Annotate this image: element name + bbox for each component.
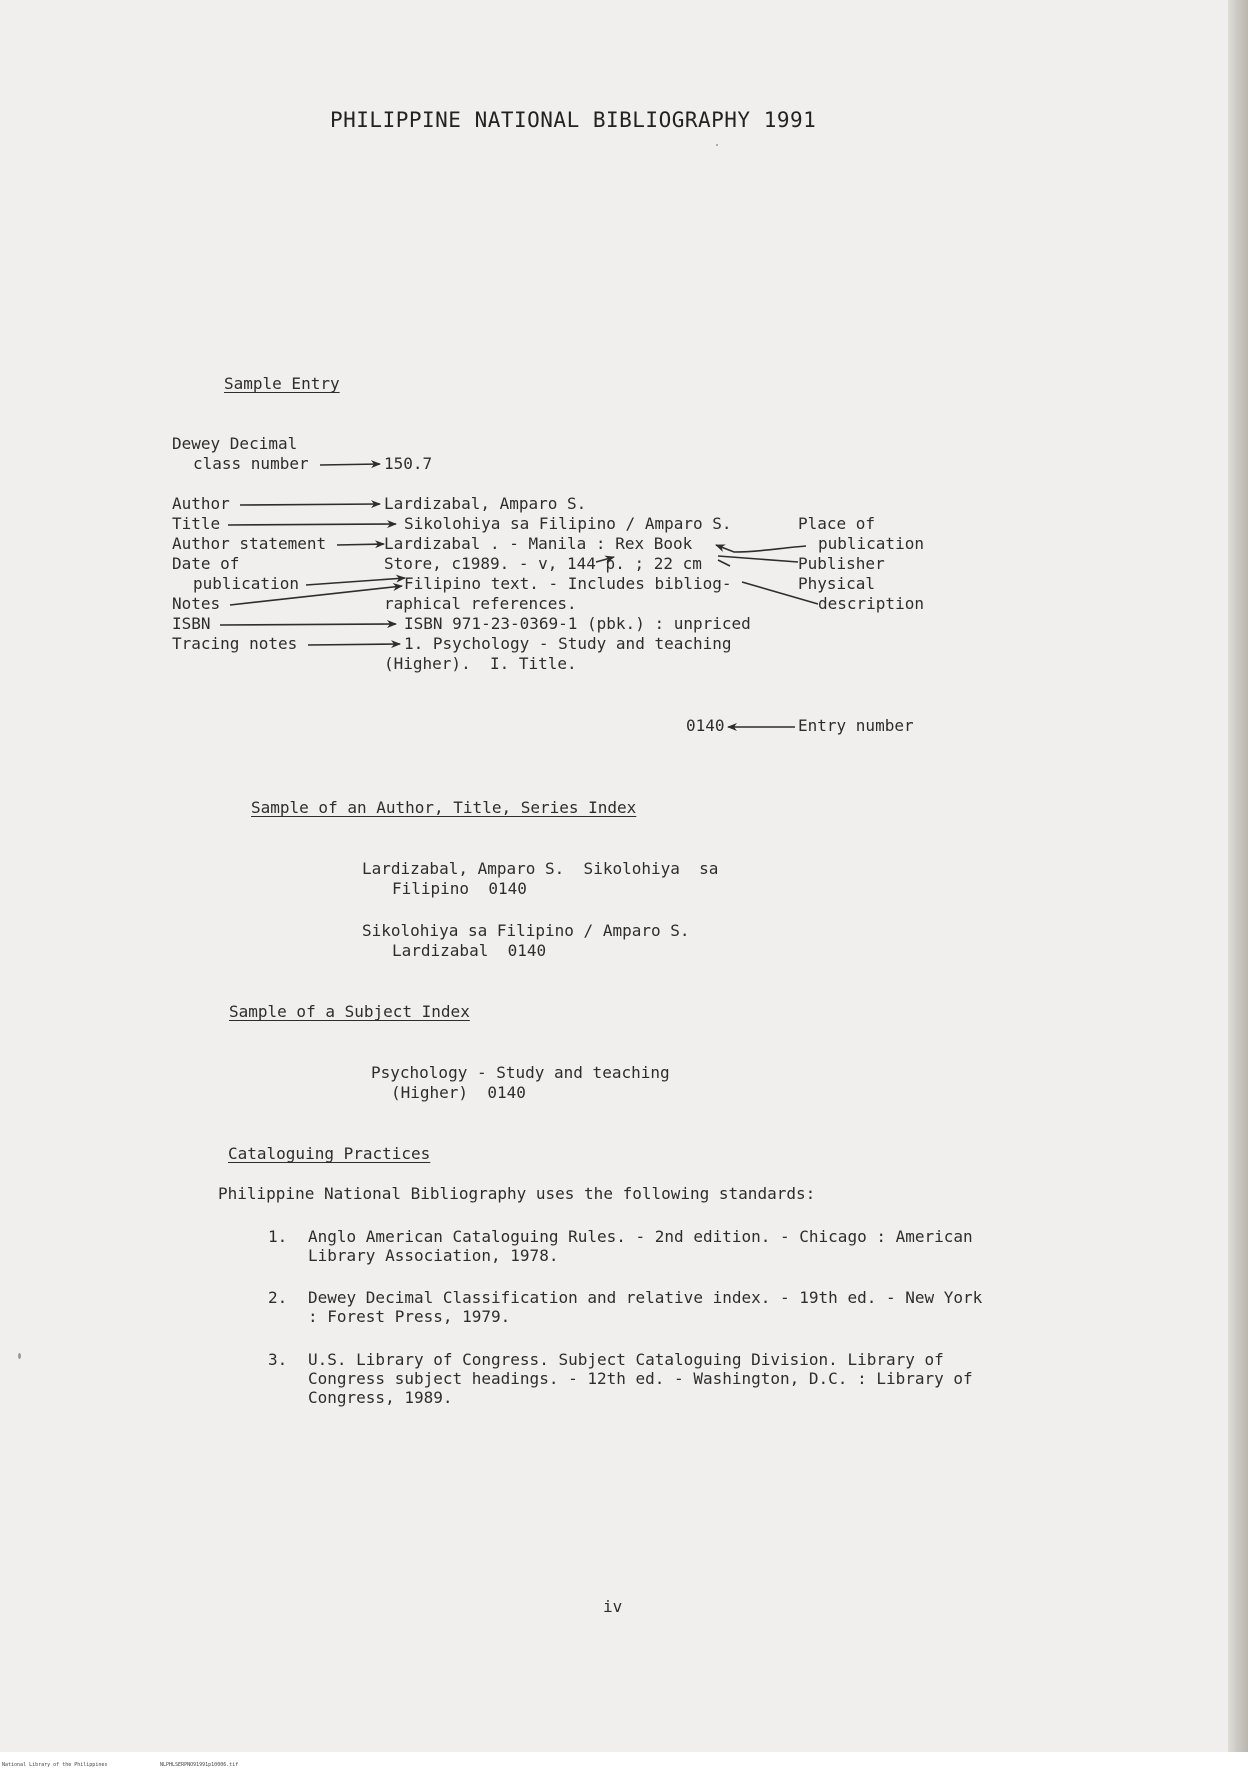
label-author: Author (172, 494, 230, 513)
entry-author: Lardizabal, Amparo S. (384, 494, 587, 513)
label-publication-place: publication (818, 534, 924, 553)
label-description: description (818, 594, 924, 613)
label-physical: Physical (798, 574, 876, 593)
author-title-index-heading: Sample of an Author, Title, Series Index (251, 798, 637, 817)
label-isbn: ISBN (172, 614, 211, 633)
entry-tracing-line2: (Higher). I. Title. (384, 654, 577, 673)
entry-notes-line2: raphical references. (384, 594, 577, 613)
entry-title: Sikolohiya sa Filipino / Amparo S. (404, 514, 732, 533)
entry-class-number: 150.7 (384, 454, 433, 473)
label-dewey-line1: Dewey Decimal (172, 434, 298, 453)
index-item1-line2: Filipino 0140 (392, 879, 527, 898)
page-title: PHILIPPINE NATIONAL BIBLIOGRAPHY 1991 (330, 108, 817, 132)
subject-index-heading: Sample of a Subject Index (229, 1002, 470, 1021)
label-place-of: Place of (798, 514, 876, 533)
scan-speck (716, 144, 718, 146)
entry-number-label: Entry number (798, 716, 914, 735)
standard-1-line1: Anglo American Cataloguing Rules. - 2nd edition. - Chicago : American (308, 1227, 973, 1246)
standard-2-number: 2. (268, 1288, 288, 1307)
label-notes: Notes (172, 594, 221, 613)
entry-number-value: 0140 (686, 716, 725, 735)
sample-entry-heading: Sample Entry (224, 374, 340, 393)
standard-3-line2: Congress subject headings. - 12th ed. - Washington, D.C. : Library of (308, 1369, 973, 1388)
label-date-of: Date of (172, 554, 240, 573)
entry-tracing-line1: 1. Psychology - Study and teaching (404, 634, 732, 653)
standard-3-number: 3. (268, 1350, 288, 1369)
index-item2-line1: Sikolohiya sa Filipino / Amparo S. (362, 921, 690, 940)
entry-notes-line1: Filipino text. - Includes bibliog- (404, 574, 732, 593)
label-tracing-notes: Tracing notes (172, 634, 298, 653)
label-author-statement: Author statement (172, 534, 327, 553)
index-item2-line2: Lardizabal 0140 (392, 941, 547, 960)
index-item1-line1: Lardizabal, Amparo S. Sikolohiya sa (362, 859, 719, 878)
subject-line2: (Higher) 0140 (391, 1083, 526, 1102)
page-number: iv (603, 1597, 623, 1616)
label-dewey-line2: class number (193, 454, 309, 473)
footer-library-name: National Library of the Philippines (2, 1762, 108, 1768)
label-publisher: Publisher (798, 554, 885, 573)
page-edge-shadow (1228, 0, 1248, 1770)
entry-isbn: ISBN 971-23-0369-1 (pbk.) : unpriced (404, 614, 751, 633)
label-title: Title (172, 514, 221, 533)
standard-3-line3: Congress, 1989. (308, 1388, 453, 1407)
cataloguing-heading: Cataloguing Practices (228, 1144, 431, 1163)
standard-2-line2: : Forest Press, 1979. (308, 1307, 511, 1326)
subject-line1: Psychology - Study and teaching (371, 1063, 670, 1082)
standard-2-line1: Dewey Decimal Classification and relative index. - 19th ed. - New York (308, 1288, 983, 1307)
scan-speck (18, 1353, 21, 1359)
standard-1-line2: Library Association, 1978. (308, 1246, 559, 1265)
standard-3-line1: U.S. Library of Congress. Subject Cataloguing Division. Library of (308, 1350, 944, 1369)
entry-store: Store, c1989. - v, 144 p. ; 22 cm (384, 554, 702, 573)
entry-statement: Lardizabal . - Manila : Rex Book (384, 534, 693, 553)
standard-1-number: 1. (268, 1227, 288, 1246)
label-publication: publication (193, 574, 299, 593)
footer-filename: NLPHLSERPNO91991p10006.tif (160, 1762, 239, 1768)
cataloguing-intro: Philippine National Bibliography uses the following standards: (218, 1184, 816, 1203)
